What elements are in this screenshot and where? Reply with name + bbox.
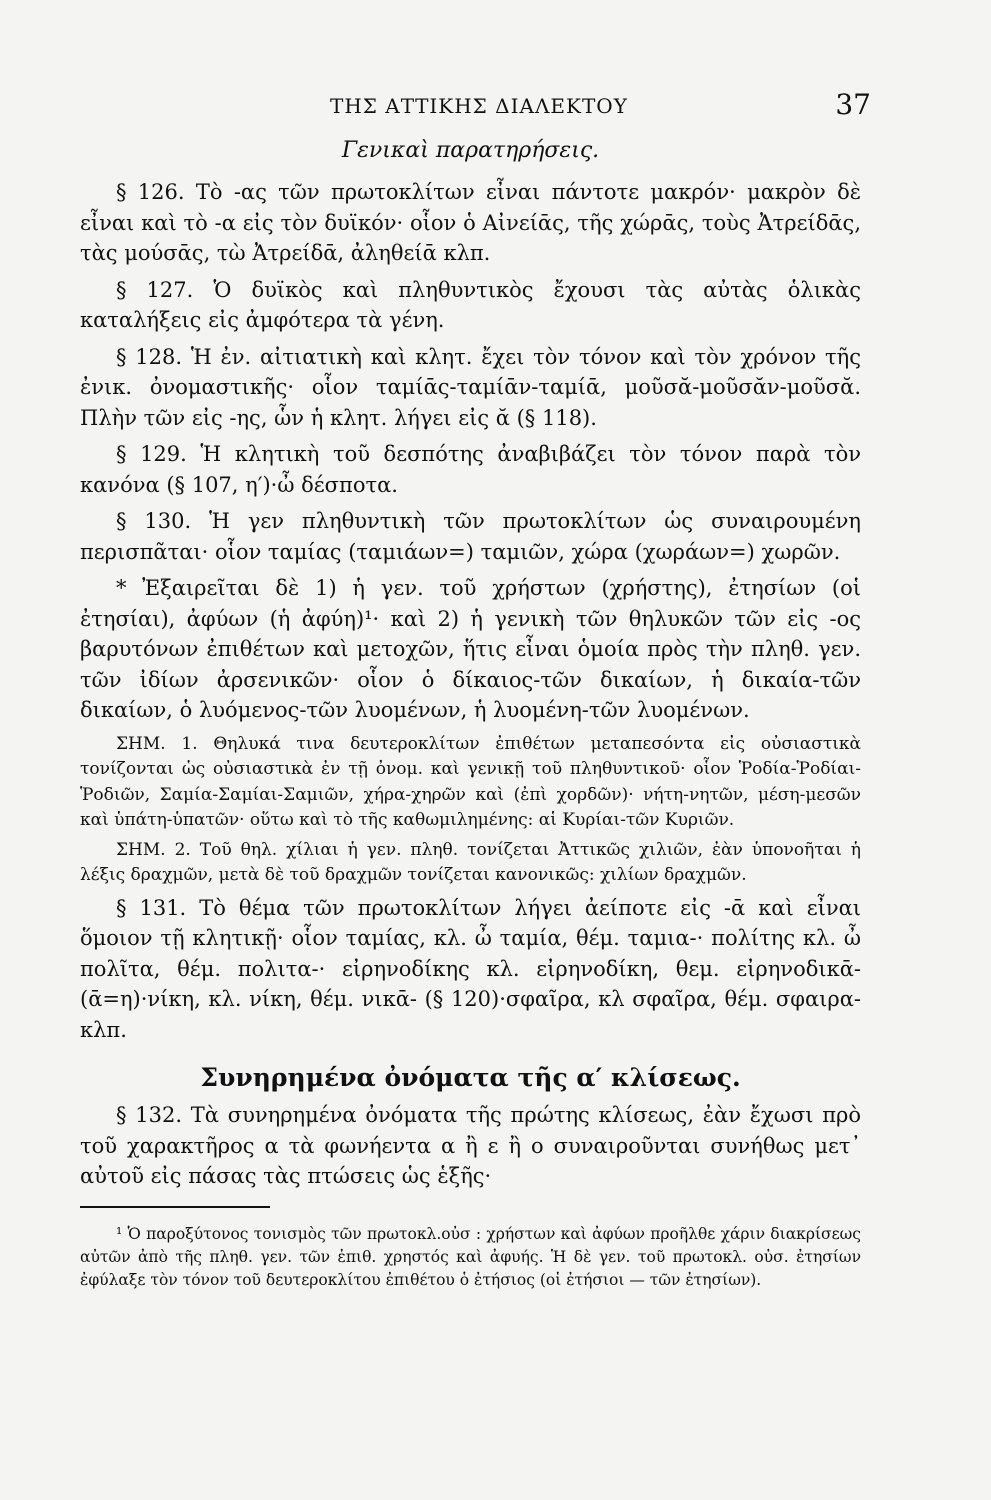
paragraph-129: § 129. Ἡ κλητικὴ τοῦ δεσπότης ἀναβιβάζει τὸν τόνον παρὰ τὸν κανόνα (§ 107, η′)·ὦ δέσποτα. [80, 442, 861, 497]
paragraph-132: § 132. Τὰ συνηρημένα ὀνόματα τῆς πρώτης κλίσεως, ἐὰν ἔχωσι πρὸ τοῦ χαρακτῆρος α τὰ φωνήεντα α ἢ ε ἢ ο συναιροῦνται συνήθως μετ᾿ αὐτοῦ εἰς πάσας τὰς πτώσεις ὡς ἑξῆς· [80, 1103, 861, 1188]
running-title: ΤΗΣ ΑΤΤΙΚΗΣ ΔΙΑΛΕΚΤΟΥ [330, 94, 628, 118]
section-heading: Γενικαὶ παρατηρήσεις. [341, 138, 600, 163]
paragraph-127: § 127. Ὁ δυϊκὸς καὶ πληθυντικὸς ἔχουσι τὰς αὐτὰς ὁλικὰς καταλήξεις εἰς ἀμφότερα τὰ γένη. [80, 277, 861, 332]
running-head [80, 88, 871, 128]
footnote: ¹ Ὁ παροξύτονος τονισμὸς τῶν πρωτοκλ.οὐσ : χρήστων καὶ ἀφύων προῆλθε χάριν διακρίσεως αὐτῶν ἀπὸ τῆς πληθ. γεν. τῶν ἐπιθ. χρηστός καὶ ἀφυής. Ἡ δὲ γεν. τοῦ πρωτοκλ. οὐσ. ἐτησίων ἐφύλαξε τὸν τόνον τοῦ δευτεροκλίτου ἐπιθέτου ὁ ἐτήσιος (οἱ ἐτήσιοι — τῶν ἐτησίων). [80, 1225, 861, 1289]
subsection-heading: Συνηρημένα ὀνόματα τῆς α′ κλίσεως. [200, 1063, 741, 1092]
page-number: 37 [835, 88, 871, 121]
paragraph-126: § 126. Τὸ -ας τῶν πρωτοκλίτων εἶναι πάντοτε μακρόν· μακρὸν δὲ εἶναι καὶ τὸ -α εἰς τὸν δυϊκόν· οἷον ὁ Αἰνείᾱς, τῆς χώρᾱς, τοὺς Ἀτρείδᾱς, τὰς μούσᾱς, τὼ Ἀτρείδᾱ, ἀληθείᾱ κλπ. [80, 180, 861, 265]
footnote-rule [80, 1206, 270, 1208]
paragraph-130: § 130. Ἡ γεν πληθυντικὴ τῶν πρωτοκλίτων ὡς συναιρουμένη περισπᾶται· οἷον ταμίας (ταμιάων=) ταμιῶν, χώρα (χωράων=) χωρῶν. [80, 509, 861, 564]
paragraph-131: § 131. Τὸ θέμα τῶν πρωτοκλίτων λήγει ἀείποτε εἰς -ᾱ καὶ εἶναι ὅμοιον τῇ κλητικῇ· οἷον ταμίας, κλ. ὦ ταμία, θέμ. ταμια-· πολίτης κλ. ὦ πολῖτα, θέμ. πολιτα-· εἰρηνοδίκης κλ. εἰρηνοδίκη, θεμ. εἰρηνοδικᾱ- (ᾱ=η)·νίκη, κλ. νίκη, θέμ. νικᾱ- (§ 120)·σφαῖρα, κλ σφαῖρα, θέμ. σφαιρα- κλπ. [80, 895, 861, 1042]
paragraph-130-exceptions: * Ἐξαιρεῖται δὲ 1) ἡ γεν. τοῦ χρήστων (χρήστης), ἐτησίων (οἱ ἐτησίαι), ἀφύων (ἡ ἀφύη)¹· καὶ 2) ἡ γενικὴ τῶν θηλυκῶν τῶν εἰς -ος βαρυτόνων ἐπιθέτων καὶ μετοχῶν, ἥτις εἶναι ὁμοία πρὸς τὴν πληθ. γεν. τῶν ἰδίων ἀρσενικῶν· οἷον ὁ δίκαιος-τῶν δικαίων, ἡ δικαία-τῶν δικαίων, ὁ λυόμενος-τῶν λυομένων, ἡ λυομένη-τῶν λυομένων. [80, 576, 861, 722]
note-1: ΣΗΜ. 1. Θηλυκά τινα δευτεροκλίτων ἐπιθέτων μεταπεσόντα εἰς οὐσιαστικὰ τονίζονται ὡς οὐσιαστικὰ ἐν τῇ ὀνομ. καὶ γενικῇ τοῦ πληθυντικοῦ· οἷον Ῥοδία-Ῥοδίαι-Ῥοδιῶν, Σαμία-Σαμίαι-Σαμιῶν, χήρα-χηρῶν καὶ (ἐπὶ χορδῶν)· νήτη-νητῶν, μέση-μεσῶν καὶ ὑπάτη-ὑπατῶν· οὕτω καὶ τὸ τῆς καθωμιλημένης: αἱ Κυρίαι-τῶν Κυριῶν. [80, 733, 861, 830]
paragraph-128: § 128. Ἡ ἐν. αἰτιατικὴ καὶ κλητ. ἔχει τὸν τόνον καὶ τὸν χρόνον τῆς ἐνικ. ὀνομαστικῆς· οἷον ταμίᾱς-ταμίᾱν-ταμίᾱ, μοῦσᾰ-μοῦσᾰν-μοῦσᾰ. Πλὴν τῶν εἰς -ης, ὧν ἡ κλητ. λήγει εἰς ᾰ (§ 118). [80, 344, 861, 430]
note-2: ΣΗΜ. 2. Τοῦ θηλ. χίλιαι ἡ γεν. πληθ. τονίζεται Ἀττικῶς χιλιῶν, ἐὰν ὑπονοῆται ἡ λέξις δραχμῶν, μετὰ δὲ τοῦ δραχμῶν τονίζεται κανονικῶς: χιλίων δραχμῶν. [80, 839, 861, 885]
